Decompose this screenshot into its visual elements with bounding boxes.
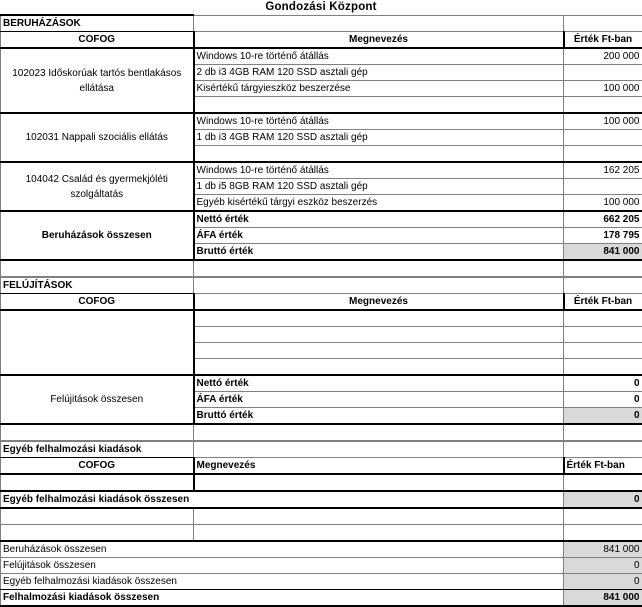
spacer-cell (564, 424, 642, 441)
spacer-cell (194, 442, 564, 458)
column-header-cofog: COFOG (1, 32, 194, 49)
megnevezes-cell: 1 db i3 4GB RAM 120 SSD asztali gép (194, 130, 564, 146)
summary-row (1, 590, 642, 607)
spacer-cell (564, 508, 642, 525)
total-afa-value: 178 795 (564, 228, 642, 244)
spacer-row (1, 525, 642, 542)
spacer-cell (194, 260, 564, 277)
spacer-cell (564, 15, 642, 32)
egyeb-total-label: Egyéb felhalmozási kiadások összesen (1, 491, 564, 508)
ertek-cell: 162 205 (564, 162, 642, 179)
table-row (1, 310, 642, 327)
megnevezes-cell (194, 146, 564, 163)
spacer-cell (1, 525, 194, 542)
section-heading-row (1, 15, 642, 32)
megnevezes-cell (194, 97, 564, 114)
megnevezes-cell: Windows 10-re történő átállás (194, 113, 564, 130)
megnevezes-cell (194, 310, 564, 327)
cofog-cell: 102031 Nappali szociális ellátás (1, 113, 194, 162)
megnevezes-cell: 2 db i3 4GB RAM 120 SSD asztali gép (194, 65, 564, 81)
spacer-cell (564, 260, 642, 277)
megnevezes-cell: Windows 10-re történő átállás (194, 162, 564, 179)
ertek-cell (564, 65, 642, 81)
megnevezes-cell: Kisértékű tárgyieszköz beszerzése (194, 81, 564, 97)
column-header-megnevezes: Megnevezés (194, 294, 564, 311)
ertek-cell (564, 327, 642, 343)
summary-table (0, 542, 642, 607)
megnevezes-cell (194, 359, 564, 376)
felujitasok-total-label: Felújitások összesen (1, 375, 194, 424)
ertek-cell (564, 146, 642, 163)
column-header-ertek: Érték Ft-ban (564, 294, 642, 311)
column-header-row (1, 294, 642, 311)
summary-row (1, 574, 642, 590)
summary-label-felhalmozasi: Felhalmozási kiadások összesen (1, 590, 564, 607)
ertek-cell: 100 000 (564, 195, 642, 212)
table-row (1, 474, 642, 491)
spacer-cell (1, 508, 194, 525)
column-header-cofog: COFOG (1, 294, 194, 311)
column-header-row (1, 32, 642, 49)
total-row (1, 491, 642, 508)
ertek-cell (564, 179, 642, 195)
total-netto-label: Nettó érték (194, 375, 564, 392)
table-row (1, 113, 642, 130)
cofog-cell: 104042 Család és gyermekjóléti szolgáltatás (1, 162, 194, 211)
section-heading-beruhazasok: BERUHÁZÁSOK (1, 15, 194, 32)
megnevezes-cell (194, 343, 564, 359)
spacer-row (1, 508, 642, 525)
ertek-cell (564, 310, 642, 327)
megnevezes-cell: 1 db i5 8GB RAM 120 SSD asztali gép (194, 179, 564, 195)
summary-value-egyeb: 0 (564, 574, 642, 590)
megnevezes-cell: Windows 10-re történő átállás (194, 48, 564, 65)
spacer-cell (194, 278, 564, 294)
total-netto-label: Nettó érték (194, 211, 564, 228)
column-header-megnevezes: Megnevezés (194, 32, 564, 49)
beruhazasok-total-label: Beruházások összesen (1, 211, 194, 260)
ertek-cell: 200 000 (564, 48, 642, 65)
column-header-ertek: Érték Ft-ban (564, 458, 642, 475)
egyeb-table (0, 441, 642, 542)
total-afa-label: ÁFA érték (194, 392, 564, 408)
table-row (1, 162, 642, 179)
column-header-row (1, 458, 642, 475)
ertek-cell: 100 000 (564, 81, 642, 97)
egyeb-total-value: 0 (564, 491, 642, 508)
total-netto-value: 662 205 (564, 211, 642, 228)
column-header-ertek: Érték Ft-ban (564, 32, 642, 49)
spacer-cell (564, 278, 642, 294)
spacer-row (1, 424, 642, 441)
summary-row (1, 542, 642, 558)
ertek-cell (564, 97, 642, 114)
ertek-cell (564, 359, 642, 376)
total-brutto-value: 0 (564, 408, 642, 425)
summary-label-beruhazasok: Beruházások összesen (1, 542, 564, 558)
megnevezes-cell (194, 327, 564, 343)
spacer-cell (564, 442, 642, 458)
beruhazasok-table (0, 14, 642, 277)
megnevezes-cell (194, 474, 564, 491)
section-heading-row (1, 278, 642, 294)
section-heading-felujitasok: FELÚJÍTÁSOK (1, 278, 194, 294)
cofog-cell (1, 474, 194, 491)
ertek-cell (564, 130, 642, 146)
spacer-row (1, 260, 642, 277)
total-brutto-value: 841 000 (564, 244, 642, 261)
spacer-cell (194, 508, 564, 525)
megnevezes-cell: Egyéb kisértékű tárgyi eszköz beszerzés (194, 195, 564, 212)
spacer-cell (194, 525, 564, 542)
summary-value-felujitasok: 0 (564, 558, 642, 574)
felujitasok-table (0, 277, 642, 441)
cofog-cell: 102023 Időskorúak tartós bentlakásos ellátása (1, 48, 194, 113)
summary-row (1, 558, 642, 574)
section-heading-row (1, 442, 642, 458)
summary-value-felhalmozasi: 841 000 (564, 590, 642, 607)
page-title: Gondozási Központ (0, 0, 642, 14)
total-netto-value: 0 (564, 375, 642, 392)
column-header-cofog: COFOG (1, 458, 194, 475)
summary-value-beruhazasok: 841 000 (564, 542, 642, 558)
spacer-cell (564, 525, 642, 542)
summary-label-felujitasok: Felújitások összesen (1, 558, 564, 574)
total-row (1, 211, 642, 228)
total-afa-value: 0 (564, 392, 642, 408)
spacer-cell (1, 260, 194, 277)
ertek-cell (564, 474, 642, 491)
cofog-cell (1, 310, 194, 375)
spacer-cell (194, 15, 564, 32)
total-row (1, 375, 642, 392)
spacer-cell (194, 424, 564, 441)
summary-label-egyeb: Egyéb felhalmozási kiadások összesen (1, 574, 564, 590)
total-afa-label: ÁFA érték (194, 228, 564, 244)
ertek-cell: 100 000 (564, 113, 642, 130)
ertek-cell (564, 343, 642, 359)
total-brutto-label: Bruttó érték (194, 408, 564, 425)
table-row (1, 48, 642, 65)
section-heading-egyeb: Egyéb felhalmozási kiadások (1, 442, 194, 458)
column-header-megnevezes: Megnevezés (194, 458, 564, 475)
spacer-cell (1, 424, 194, 441)
total-brutto-label: Bruttó érték (194, 244, 564, 261)
